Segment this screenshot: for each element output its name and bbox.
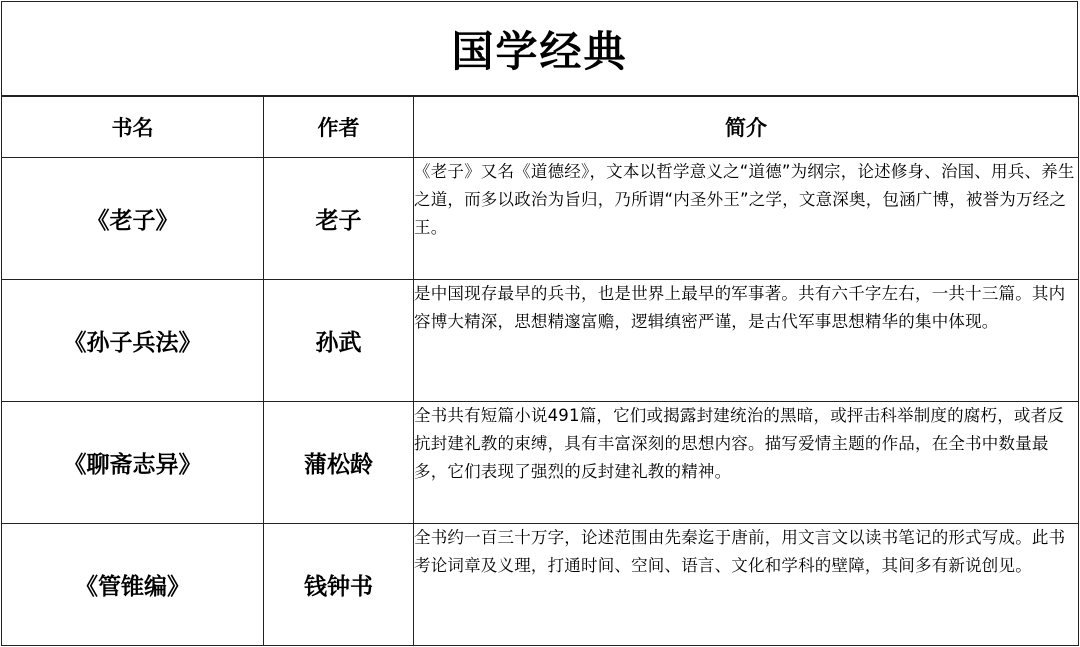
header-intro: 简介 bbox=[414, 97, 1079, 158]
classics-table bbox=[1, 96, 1079, 646]
table-row bbox=[2, 158, 1079, 280]
book-name-cell: 《孙子兵法》 bbox=[2, 280, 264, 402]
book-name-cell: 《老子》 bbox=[2, 158, 264, 280]
title-cell bbox=[1, 1, 1078, 96]
table-row bbox=[2, 524, 1079, 646]
intro-cell: 《老子》又名《道德经》，文本以哲学意义之“道德”为纲宗，论述修身、治国、用兵、养生之道，而多以政治为旨归，乃所谓“内圣外王”之学，文意深奥，包涵广博，被誉为万经之王。 bbox=[414, 158, 1079, 280]
table-row bbox=[2, 402, 1079, 524]
header-row bbox=[2, 97, 1079, 158]
book-name-cell: 《聊斋志异》 bbox=[2, 402, 264, 524]
header-book-name: 书名 bbox=[2, 97, 264, 158]
author-cell: 钱钟书 bbox=[264, 524, 414, 646]
author-cell: 孙武 bbox=[264, 280, 414, 402]
header-author: 作者 bbox=[264, 97, 414, 158]
intro-cell: 是中国现存最早的兵书，也是世界上最早的军事著。共有六千字左右，一共十三篇。其内容博大精深，思想精邃富赡，逻辑缜密严谨，是古代军事思想精华的集中体现。 bbox=[414, 280, 1079, 402]
book-name-cell: 《管锥编》 bbox=[2, 524, 264, 646]
page-title: 国学经典 bbox=[451, 26, 628, 76]
author-cell: 老子 bbox=[264, 158, 414, 280]
intro-cell: 全书约一百三十万字，论述范围由先秦迄于唐前，用文言文以读书笔记的形式写成。此书考论词章及义理，打通时间、空间、语言、文化和学科的壁障，其间多有新说创见。 bbox=[414, 524, 1079, 646]
intro-cell: 全书共有短篇小说491篇，它们或揭露封建统治的黑暗，或抨击科举制度的腐朽，或者反抗封建礼教的束缚，具有丰富深刻的思想内容。描写爱情主题的作品，在全书中数量最多，它们表现了强烈的反封建礼教的精神。 bbox=[414, 402, 1079, 524]
table-row bbox=[2, 280, 1079, 402]
author-cell: 蒲松龄 bbox=[264, 402, 414, 524]
